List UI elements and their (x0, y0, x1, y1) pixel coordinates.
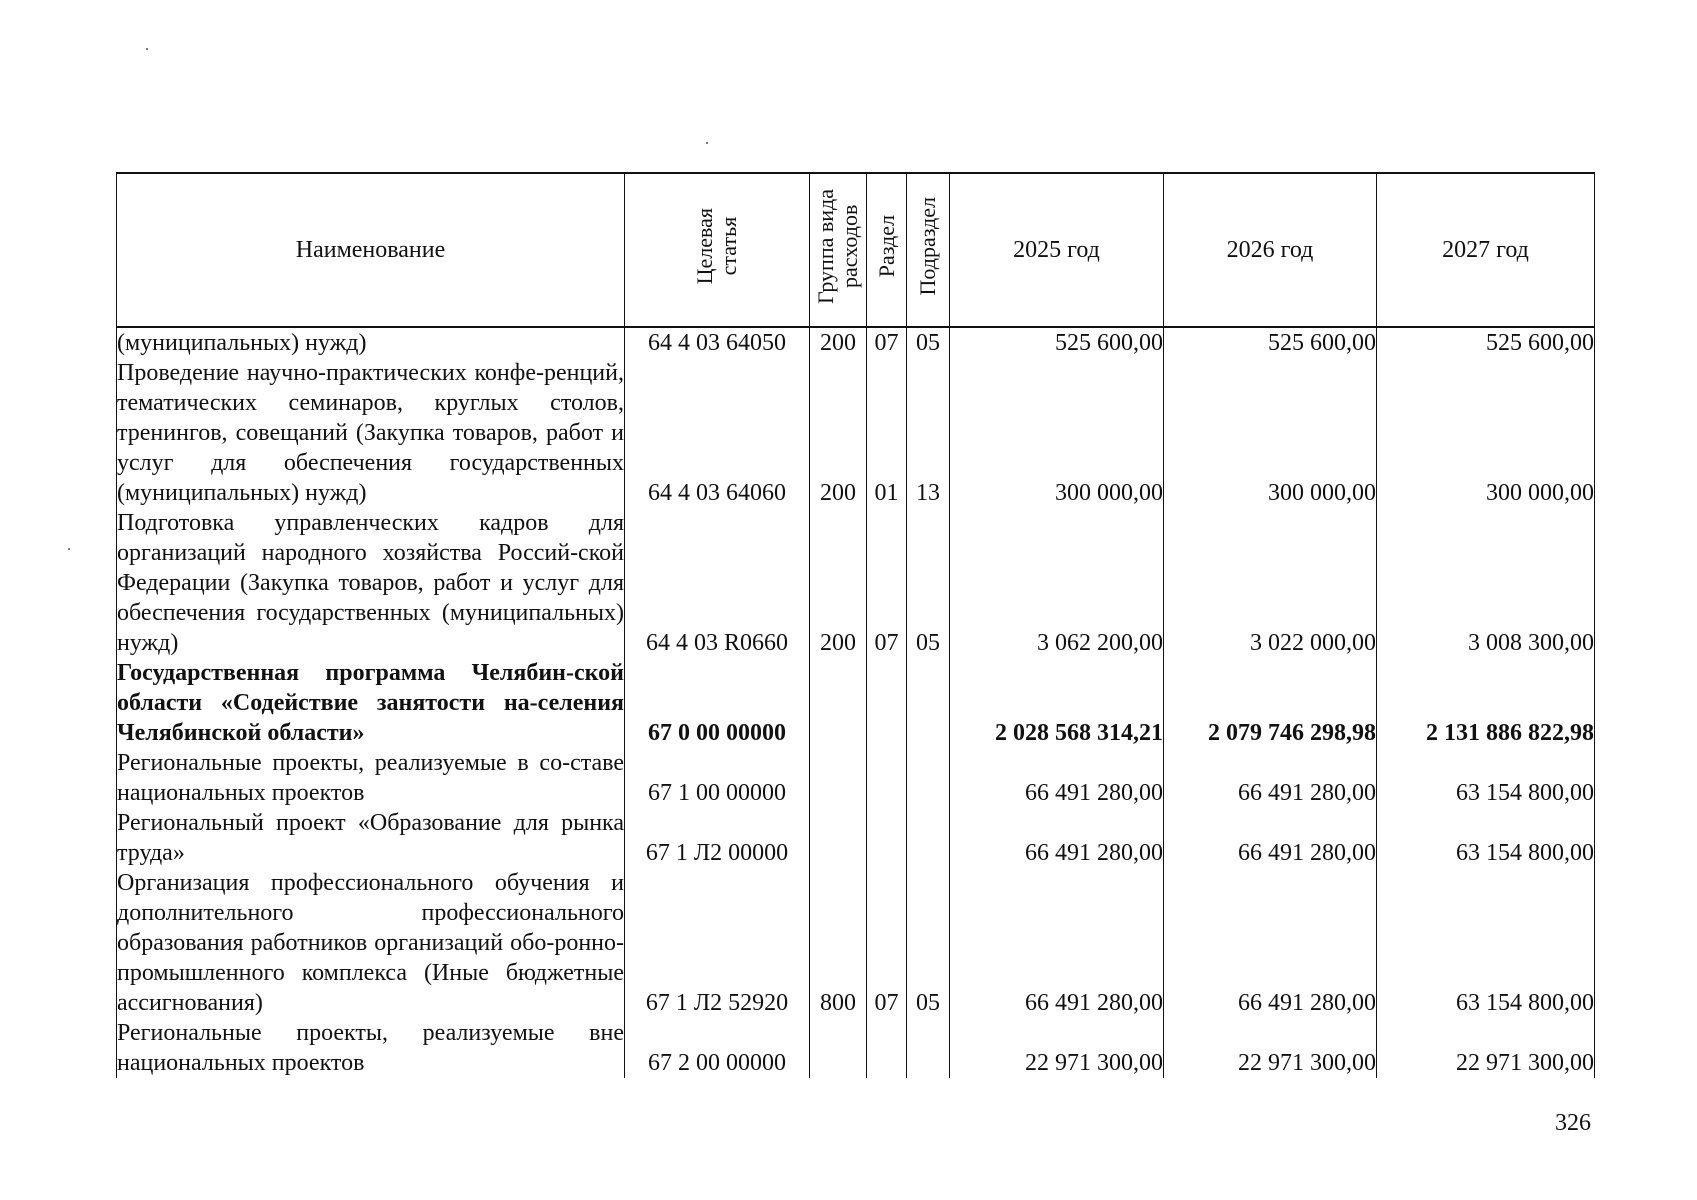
row-expense-group: 200 (810, 508, 867, 658)
table-header-row (117, 173, 1595, 327)
table-row (117, 658, 1595, 748)
row-section (867, 1018, 907, 1078)
header-2025: 2025 год (950, 173, 1164, 327)
scan-speck (706, 142, 708, 144)
row-section: 07 (867, 508, 907, 658)
header-2027: 2027 год (1377, 173, 1595, 327)
header-section: Раздел (867, 173, 907, 327)
table-row (117, 868, 1595, 1018)
row-amount-2026: 66 491 280,00 (1164, 748, 1377, 808)
row-amount-2026: 525 600,00 (1164, 327, 1377, 358)
page-number: 326 (1555, 1110, 1591, 1136)
row-amount-2025: 525 600,00 (950, 327, 1164, 358)
header-target-article: Целевая статья (625, 173, 810, 327)
row-name: Проведение научно-практических конфе-ренций, тематических семинаров, круглых столов, тренингов, совещаний (Закупка товаров, работ и услуг для обеспечения государственных (муниципальных) нужд) (117, 360, 624, 506)
table-row (117, 808, 1595, 868)
row-section (867, 808, 907, 868)
table-row (117, 748, 1595, 808)
row-subsection (907, 748, 950, 808)
scan-speck (146, 48, 148, 50)
table-row (117, 327, 1595, 358)
row-amount-2025: 66 491 280,00 (950, 808, 1164, 868)
row-amount-2026: 2 079 746 298,98 (1164, 658, 1377, 748)
row-subsection: 05 (907, 868, 950, 1018)
row-name: Подготовка управленческих кадров для организаций народного хозяйства Россий-ской Федерации (Закупка товаров, работ и услуг для обеспечения государственных (муниципальных) нужд) (117, 510, 624, 656)
row-name: Организация профессионального обучения и дополнительного профессионального образования работников организаций обо-ронно-промышленного комплекса (Иные бюджетные ассигнования) (117, 870, 624, 1016)
row-name: Региональные проекты, реализуемые в со-ставе национальных проектов (117, 750, 624, 806)
row-target-article: 67 2 00 00000 (625, 1018, 810, 1078)
row-expense-group: 200 (810, 358, 867, 508)
row-amount-2026: 66 491 280,00 (1164, 808, 1377, 868)
row-section (867, 748, 907, 808)
row-target-article: 67 1 Л2 00000 (625, 808, 810, 868)
table-row (117, 1018, 1595, 1078)
row-section: 07 (867, 327, 907, 358)
row-name: (муниципальных) нужд) (117, 327, 625, 358)
row-expense-group (810, 808, 867, 868)
row-amount-2027: 63 154 800,00 (1377, 748, 1595, 808)
row-section: 01 (867, 358, 907, 508)
row-amount-2027: 63 154 800,00 (1377, 868, 1595, 1018)
budget-table (116, 172, 1595, 1078)
header-expense-group: Группа вида расходов (810, 173, 867, 327)
row-subsection (907, 808, 950, 868)
row-amount-2027: 22 971 300,00 (1377, 1018, 1595, 1078)
row-target-article: 64 4 03 R0660 (625, 508, 810, 658)
row-expense-group (810, 658, 867, 748)
table-row (117, 358, 1595, 508)
row-subsection: 05 (907, 508, 950, 658)
row-amount-2026: 22 971 300,00 (1164, 1018, 1377, 1078)
row-amount-2027: 2 131 886 822,98 (1377, 658, 1595, 748)
row-amount-2027: 63 154 800,00 (1377, 808, 1595, 868)
table-row (117, 508, 1595, 658)
row-section (867, 658, 907, 748)
row-name: Региональный проект «Образование для рынка труда» (117, 810, 624, 866)
row-target-article: 67 0 00 00000 (625, 658, 810, 748)
row-name: Региональные проекты, реализуемые вне национальных проектов (117, 1020, 624, 1076)
row-target-article: 64 4 03 64050 (625, 327, 810, 358)
row-amount-2025: 66 491 280,00 (950, 748, 1164, 808)
row-amount-2025: 66 491 280,00 (950, 868, 1164, 1018)
row-target-article: 67 1 00 00000 (625, 748, 810, 808)
row-expense-group: 200 (810, 327, 867, 358)
row-amount-2027: 3 008 300,00 (1377, 508, 1595, 658)
row-amount-2026: 3 022 000,00 (1164, 508, 1377, 658)
row-subsection (907, 658, 950, 748)
row-amount-2027: 525 600,00 (1377, 327, 1595, 358)
row-subsection: 05 (907, 327, 950, 358)
row-expense-group (810, 1018, 867, 1078)
header-subsection: Подраздел (907, 173, 950, 327)
row-target-article: 64 4 03 64060 (625, 358, 810, 508)
row-amount-2027: 300 000,00 (1377, 358, 1595, 508)
row-section: 07 (867, 868, 907, 1018)
row-amount-2025: 22 971 300,00 (950, 1018, 1164, 1078)
row-expense-group (810, 748, 867, 808)
row-expense-group: 800 (810, 868, 867, 1018)
row-name: Государственная программа Челябин-ской области «Содействие занятости на-селения Челябинской области» (117, 660, 624, 746)
row-amount-2025: 3 062 200,00 (950, 508, 1164, 658)
row-subsection: 13 (907, 358, 950, 508)
row-amount-2026: 66 491 280,00 (1164, 868, 1377, 1018)
row-amount-2025: 300 000,00 (950, 358, 1164, 508)
row-amount-2026: 300 000,00 (1164, 358, 1377, 508)
header-name: Наименование (117, 173, 625, 327)
row-amount-2025: 2 028 568 314,21 (950, 658, 1164, 748)
header-2026: 2026 год (1164, 173, 1377, 327)
scan-speck (68, 548, 70, 550)
row-target-article: 67 1 Л2 52920 (625, 868, 810, 1018)
row-subsection (907, 1018, 950, 1078)
